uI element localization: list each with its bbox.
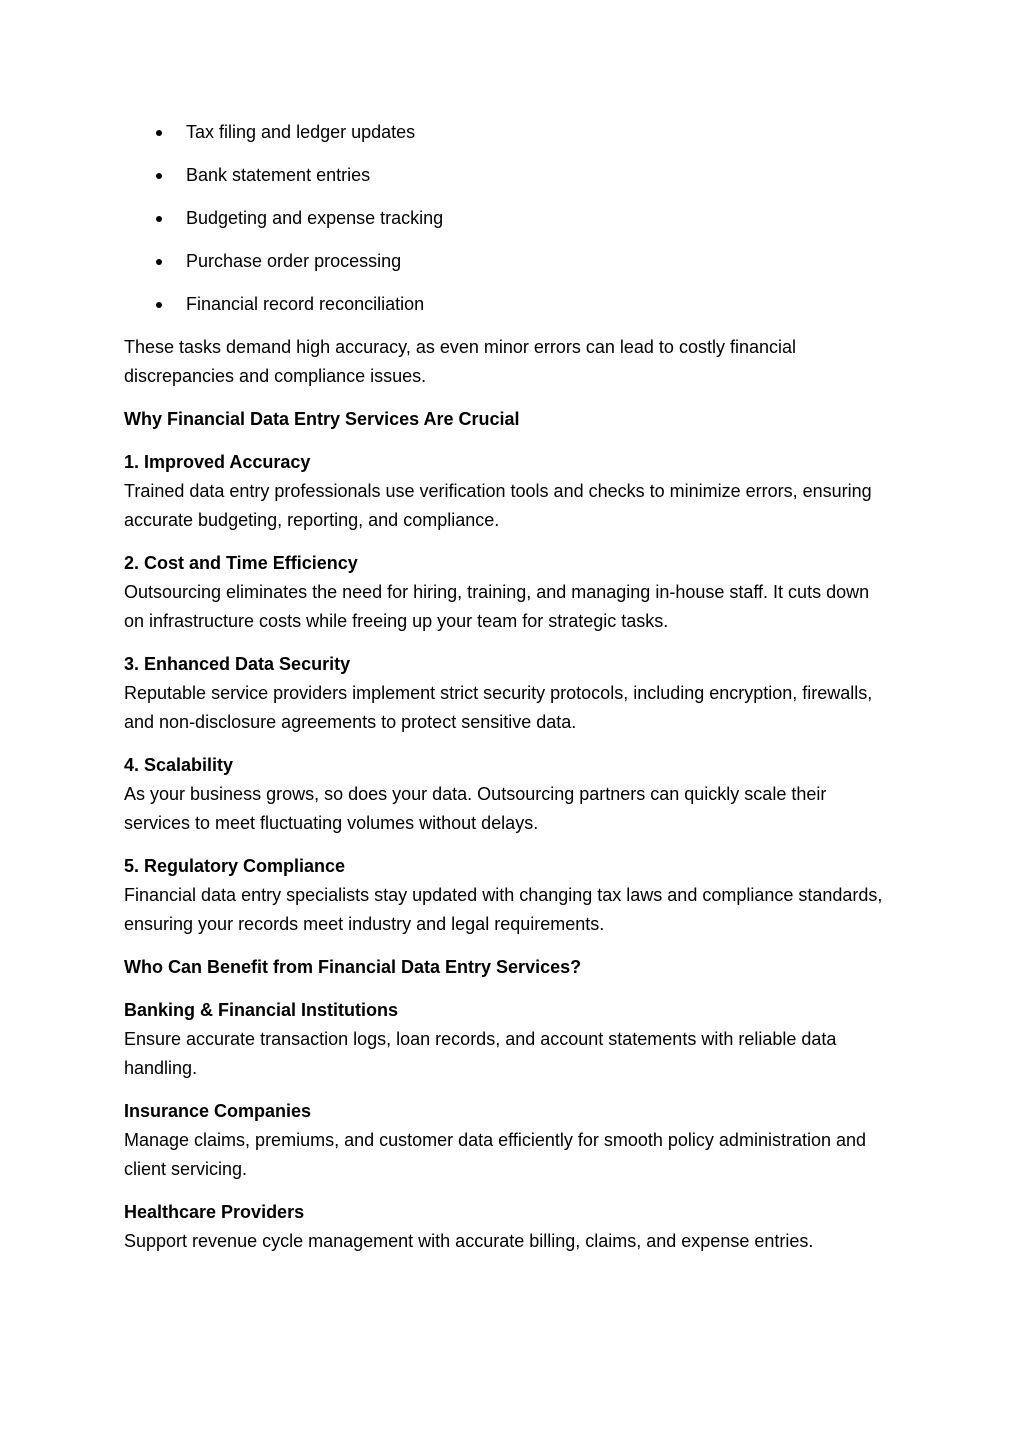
audience-text: Support revenue cycle management with accurate billing, claims, and expense entries. xyxy=(124,1231,814,1251)
who-heading: Who Can Benefit from Financial Data Entry Services? xyxy=(124,957,582,977)
bullet-icon xyxy=(156,173,162,179)
why-heading: Why Financial Data Entry Services Are Crucial xyxy=(124,409,520,429)
audience-section-banking xyxy=(124,996,894,1083)
benefit-section-accuracy xyxy=(124,448,894,535)
list-item-text: Budgeting and expense tracking xyxy=(186,208,444,228)
bullet-icon xyxy=(156,216,162,222)
intro-paragraph: These tasks demand high accuracy, as even minor errors can lead to costly financial discrepancies and compliance issues. xyxy=(124,337,796,386)
list-item xyxy=(124,204,894,233)
bullet-icon xyxy=(156,302,162,308)
benefit-title: 3. Enhanced Data Security xyxy=(124,654,351,674)
list-item-text: Tax filing and ledger updates xyxy=(186,122,416,142)
list-item xyxy=(124,161,894,190)
audience-title: Insurance Companies xyxy=(124,1101,312,1121)
benefit-text: Trained data entry professionals use verification tools and checks to minimize errors, ensuring accurate budgeting, reporting, and compliance. xyxy=(124,481,872,530)
list-item xyxy=(124,290,894,319)
document-page xyxy=(124,118,894,1270)
list-item-text: Financial record reconciliation xyxy=(186,294,425,314)
bullet-icon xyxy=(156,130,162,136)
benefit-section-compliance xyxy=(124,852,894,939)
benefit-text: Financial data entry specialists stay updated with changing tax laws and compliance standards, ensuring your records meet industry and legal requirements. xyxy=(124,885,883,934)
task-bullet-list xyxy=(124,118,894,319)
benefit-title: 4. Scalability xyxy=(124,755,234,775)
audience-section-insurance xyxy=(124,1097,894,1184)
list-item xyxy=(124,118,894,147)
benefit-section-scalability xyxy=(124,751,894,838)
list-item-text: Purchase order processing xyxy=(186,251,402,271)
benefit-title: 2. Cost and Time Efficiency xyxy=(124,553,358,573)
benefit-section-cost xyxy=(124,549,894,636)
bullet-icon xyxy=(156,259,162,265)
benefit-section-security xyxy=(124,650,894,737)
audience-text: Manage claims, premiums, and customer data efficiently for smooth policy administration and client servicing. xyxy=(124,1130,867,1179)
benefit-title: 5. Regulatory Compliance xyxy=(124,856,346,876)
audience-text: Ensure accurate transaction logs, loan records, and account statements with reliable data handling. xyxy=(124,1029,837,1078)
benefit-text: Reputable service providers implement strict security protocols, including encryption, firewalls, and non-disclosure agreements to protect sensitive data. xyxy=(124,683,873,732)
audience-title: Healthcare Providers xyxy=(124,1202,305,1222)
benefit-title: 1. Improved Accuracy xyxy=(124,452,311,472)
list-item xyxy=(124,247,894,276)
benefit-text: As your business grows, so does your data. Outsourcing partners can quickly scale their services to meet fluctuating volumes without delays. xyxy=(124,784,827,833)
list-item-text: Bank statement entries xyxy=(186,165,371,185)
audience-section-healthcare xyxy=(124,1198,894,1256)
benefit-text: Outsourcing eliminates the need for hiring, training, and managing in-house staff. It cuts down on infrastructure costs while freeing up your team for strategic tasks. xyxy=(124,582,870,631)
audience-title: Banking & Financial Institutions xyxy=(124,1000,399,1020)
